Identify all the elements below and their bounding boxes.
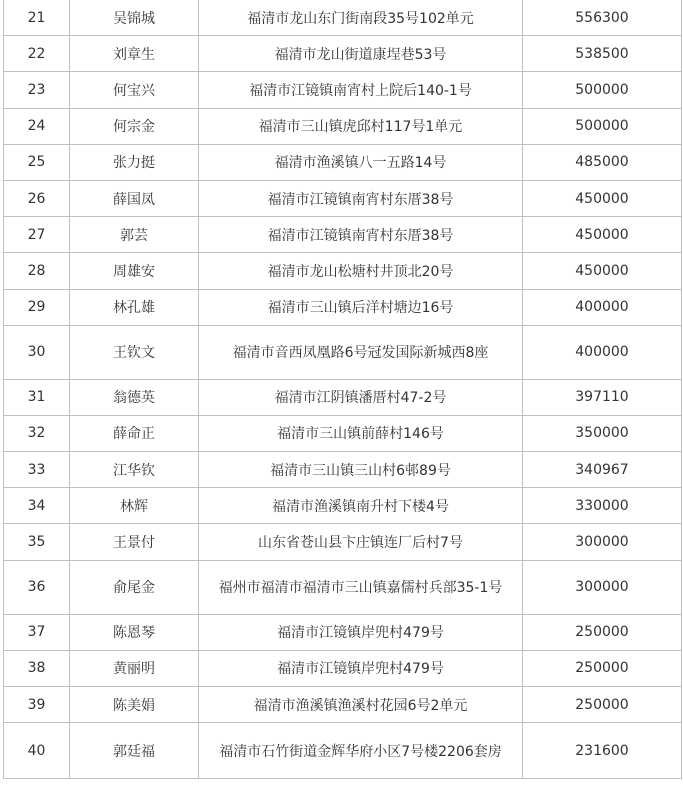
row-number: 36 bbox=[4, 560, 70, 614]
table-row bbox=[4, 452, 682, 488]
amount: 300000 bbox=[523, 524, 682, 560]
table-row bbox=[4, 325, 682, 379]
person-name: 林辉 bbox=[70, 488, 199, 524]
row-number: 39 bbox=[4, 687, 70, 723]
address: 福清市江镜镇岸兜村479号 bbox=[199, 650, 523, 686]
amount: 485000 bbox=[523, 144, 682, 180]
amount: 400000 bbox=[523, 325, 682, 379]
amount: 538500 bbox=[523, 36, 682, 72]
address: 福清市江镜镇南宵村东厝38号 bbox=[199, 180, 523, 216]
person-name: 江华钦 bbox=[70, 452, 199, 488]
address: 福清市三山镇后洋村塘边16号 bbox=[199, 289, 523, 325]
row-number: 38 bbox=[4, 650, 70, 686]
row-number: 33 bbox=[4, 452, 70, 488]
address: 福清市龙山街道康埕巷53号 bbox=[199, 36, 523, 72]
row-number: 21 bbox=[4, 0, 70, 36]
address: 福清市三山镇虎邱村117号1单元 bbox=[199, 108, 523, 144]
amount: 300000 bbox=[523, 560, 682, 614]
table-row bbox=[4, 289, 682, 325]
person-name: 郭廷福 bbox=[70, 723, 199, 779]
table-row bbox=[4, 488, 682, 524]
table-row bbox=[4, 217, 682, 253]
amount: 397110 bbox=[523, 379, 682, 415]
row-number: 35 bbox=[4, 524, 70, 560]
amount: 500000 bbox=[523, 108, 682, 144]
address: 福清市三山镇三山村6邨89号 bbox=[199, 452, 523, 488]
table-row bbox=[4, 524, 682, 560]
amount: 450000 bbox=[523, 217, 682, 253]
table-row bbox=[4, 560, 682, 614]
table-row bbox=[4, 36, 682, 72]
address: 福清市三山镇前薛村146号 bbox=[199, 415, 523, 451]
row-number: 34 bbox=[4, 488, 70, 524]
table-row bbox=[4, 180, 682, 216]
person-name: 翁德英 bbox=[70, 379, 199, 415]
person-name: 俞尾金 bbox=[70, 560, 199, 614]
person-name: 吴锦城 bbox=[70, 0, 199, 36]
amount: 556300 bbox=[523, 0, 682, 36]
table-row bbox=[4, 379, 682, 415]
table-row bbox=[4, 144, 682, 180]
address: 福清市渔溪镇渔溪村花园6号2单元 bbox=[199, 687, 523, 723]
person-name: 张力挺 bbox=[70, 144, 199, 180]
person-name: 林孔雄 bbox=[70, 289, 199, 325]
row-number: 23 bbox=[4, 72, 70, 108]
person-name: 王钦文 bbox=[70, 325, 199, 379]
row-number: 29 bbox=[4, 289, 70, 325]
table-row bbox=[4, 723, 682, 779]
amount: 250000 bbox=[523, 687, 682, 723]
row-number: 27 bbox=[4, 217, 70, 253]
row-number: 24 bbox=[4, 108, 70, 144]
row-number: 25 bbox=[4, 144, 70, 180]
address: 福清市江镜镇南宵村上院后140-1号 bbox=[199, 72, 523, 108]
address: 福清市龙山东门街南段35号102单元 bbox=[199, 0, 523, 36]
address: 福清市江镜镇岸兜村479号 bbox=[199, 614, 523, 650]
amount: 330000 bbox=[523, 488, 682, 524]
person-name: 陈美娟 bbox=[70, 687, 199, 723]
table-row bbox=[4, 253, 682, 289]
row-number: 31 bbox=[4, 379, 70, 415]
amount: 250000 bbox=[523, 650, 682, 686]
address: 福清市龙山松塘村井顶北20号 bbox=[199, 253, 523, 289]
table-row bbox=[4, 108, 682, 144]
person-name: 何宝兴 bbox=[70, 72, 199, 108]
table-row bbox=[4, 614, 682, 650]
row-number: 40 bbox=[4, 723, 70, 779]
person-name: 郭芸 bbox=[70, 217, 199, 253]
person-name: 王景付 bbox=[70, 524, 199, 560]
address: 福清市江阴镇潘厝村47-2号 bbox=[199, 379, 523, 415]
person-name: 刘章生 bbox=[70, 36, 199, 72]
address: 福清市江镜镇南宵村东厝38号 bbox=[199, 217, 523, 253]
table-row bbox=[4, 415, 682, 451]
row-number: 37 bbox=[4, 614, 70, 650]
row-number: 30 bbox=[4, 325, 70, 379]
amount: 231600 bbox=[523, 723, 682, 779]
person-name: 黄丽明 bbox=[70, 650, 199, 686]
row-number: 22 bbox=[4, 36, 70, 72]
table-row bbox=[4, 0, 682, 36]
address: 福清市石竹街道金辉华府小区7号楼2206套房 bbox=[199, 723, 523, 779]
amount: 350000 bbox=[523, 415, 682, 451]
address: 福清市渔溪镇南升村下楼4号 bbox=[199, 488, 523, 524]
amount: 450000 bbox=[523, 180, 682, 216]
row-number: 32 bbox=[4, 415, 70, 451]
person-name: 何宗金 bbox=[70, 108, 199, 144]
amount: 340967 bbox=[523, 452, 682, 488]
address: 福清市音西凤凰路6号冠发国际新城西8座 bbox=[199, 325, 523, 379]
amount: 450000 bbox=[523, 253, 682, 289]
records-table bbox=[3, 0, 682, 779]
address: 福州市福清市福清市三山镇嘉儒村兵部35-1号 bbox=[199, 560, 523, 614]
person-name: 周雄安 bbox=[70, 253, 199, 289]
person-name: 薛国凤 bbox=[70, 180, 199, 216]
person-name: 陈恩琴 bbox=[70, 614, 199, 650]
address: 福清市渔溪镇八一五路14号 bbox=[199, 144, 523, 180]
amount: 500000 bbox=[523, 72, 682, 108]
table-row bbox=[4, 650, 682, 686]
amount: 400000 bbox=[523, 289, 682, 325]
address: 山东省苍山县卞庄镇连厂后村7号 bbox=[199, 524, 523, 560]
table-row bbox=[4, 72, 682, 108]
person-name: 薛命正 bbox=[70, 415, 199, 451]
amount: 250000 bbox=[523, 614, 682, 650]
row-number: 26 bbox=[4, 180, 70, 216]
row-number: 28 bbox=[4, 253, 70, 289]
table-row bbox=[4, 687, 682, 723]
